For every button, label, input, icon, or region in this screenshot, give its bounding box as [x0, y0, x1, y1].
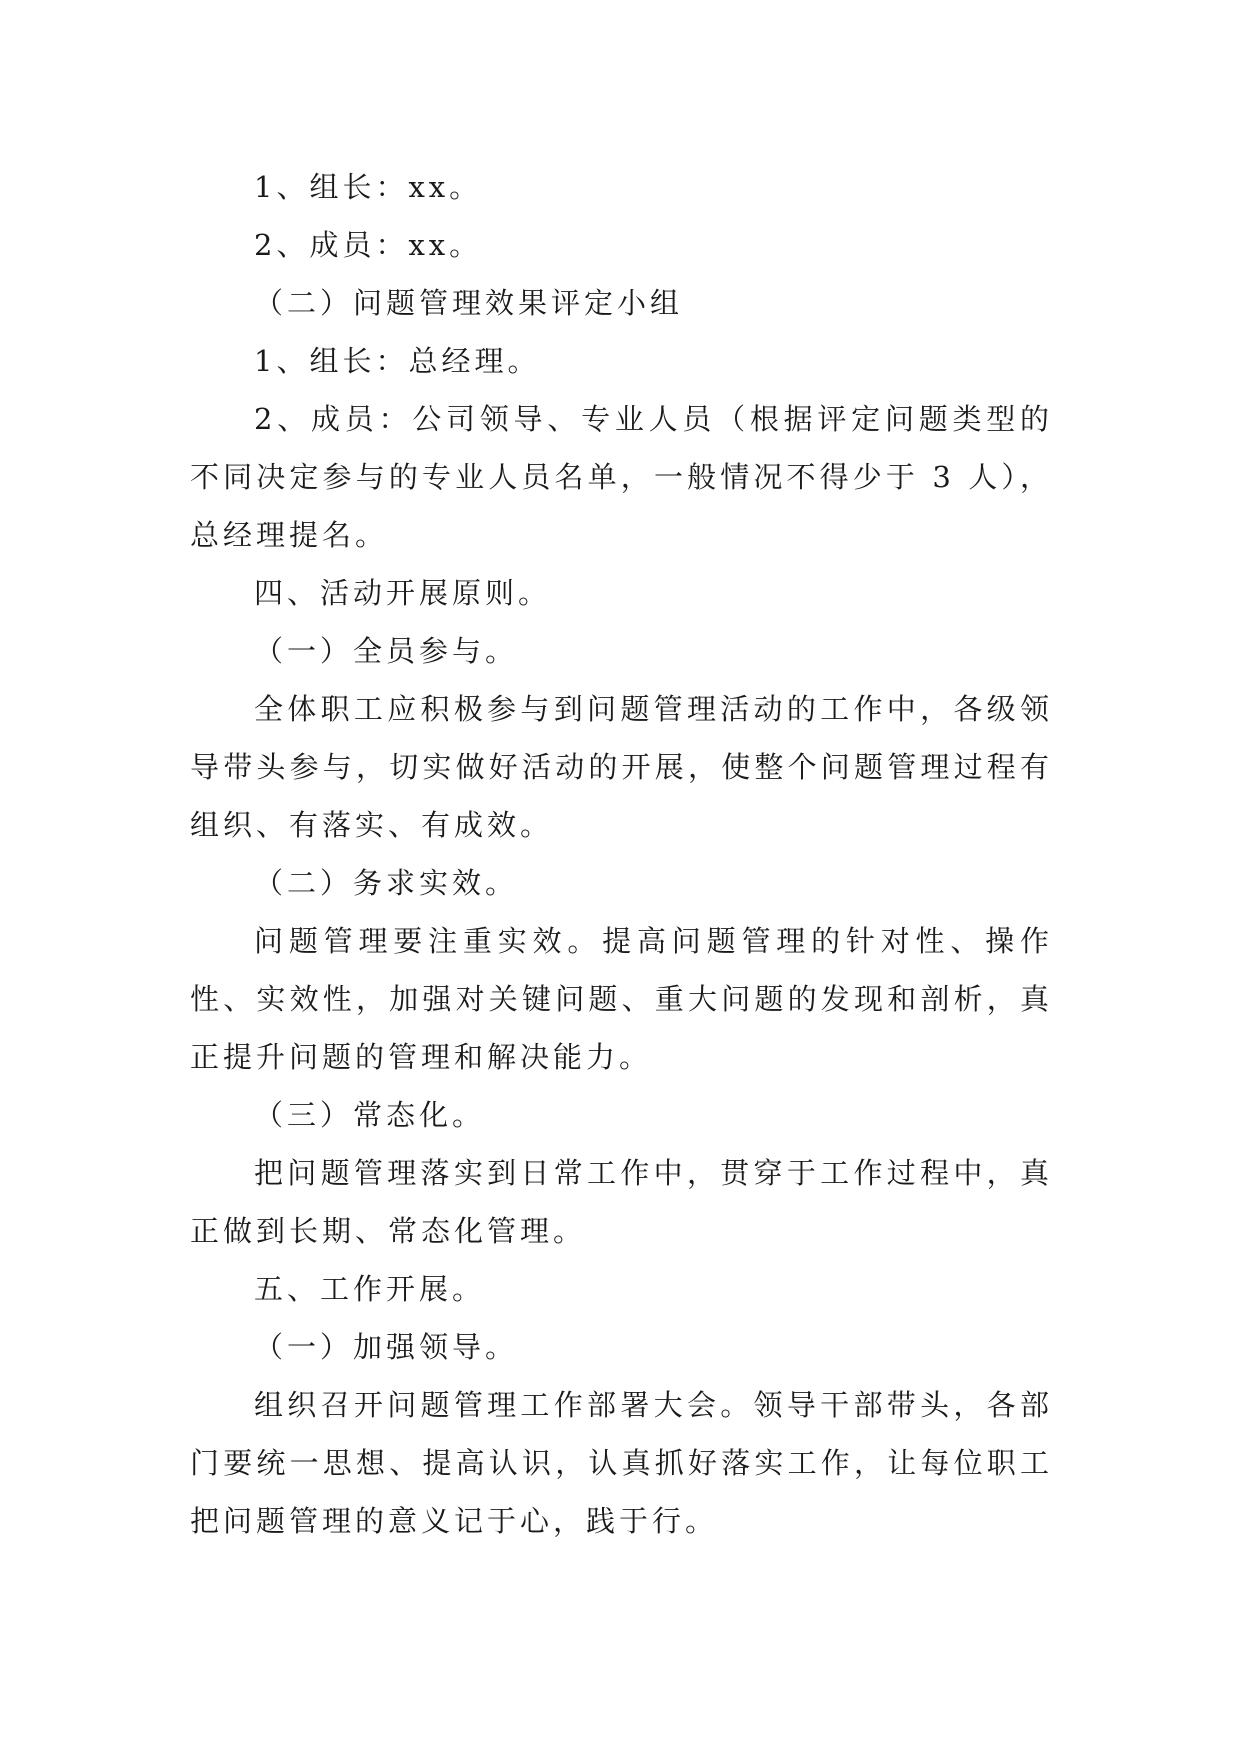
section-heading: （二）问题管理效果评定小组 [254, 286, 684, 320]
paragraph: 问题管理要注重实效。提高问题管理的针对性、操作性、实效性，加强对关键问题、重大问题的发现和剖析，真正提升问题的管理和解决能力。 [190, 924, 1053, 1074]
paragraph: 组织召开问题管理工作部署大会。领导干部带头，各部门要统一思想、提高认识，认真抓好落实工作，让每位职工把问题管理的意义记于心，践于行。 [190, 1388, 1053, 1538]
paragraph: 把问题管理落实到日常工作中，贯穿于工作过程中，真正做到长期、常态化管理。 [190, 1156, 1053, 1248]
paragraph: 1、组长：xx。 [254, 170, 483, 204]
document-body [190, 158, 1053, 1550]
section-heading: （一）加强领导。 [254, 1330, 519, 1364]
paragraph: 全体职工应积极参与到问题管理活动的工作中，各级领导带头参与，切实做好活动的开展，使整个问题管理过程有组织、有落实、有成效。 [190, 692, 1053, 842]
paragraph: 1、组长：总经理。 [254, 344, 541, 378]
section-heading: （一）全员参与。 [254, 634, 519, 668]
section-heading: 四、活动开展原则。 [254, 576, 552, 610]
paragraph: 2、成员：xx。 [254, 228, 483, 262]
paragraph: 2、成员：公司领导、专业人员（根据评定问题类型的不同决定参与的专业人员名单，一般情况不得少于 3 人），总经理提名。 [190, 402, 1053, 552]
section-heading: （三）常态化。 [254, 1098, 486, 1132]
section-heading: （二）务求实效。 [254, 866, 519, 900]
section-heading: 五、工作开展。 [254, 1272, 486, 1306]
